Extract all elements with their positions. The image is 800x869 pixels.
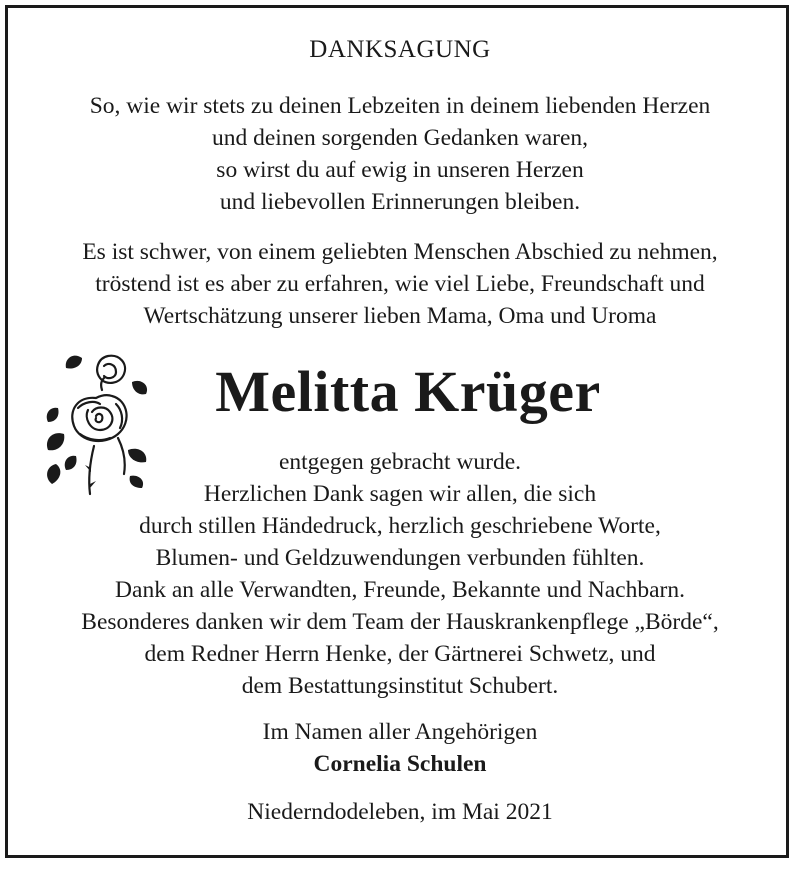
signer-name: Cornelia Schulen <box>313 751 487 777</box>
thanks-line: Herzlichen Dank sagen wir allen, die sich <box>203 481 597 507</box>
thanks-line: Besonderes danken wir dem Team der Hauskrankenpflege „Börde“, <box>81 609 719 635</box>
poem-line: und deinen sorgenden Gedanken waren, <box>211 125 589 151</box>
thanks-line: durch stillen Händedruck, herzlich geschriebene Worte, <box>139 513 661 539</box>
signoff-line: Im Namen aller Angehörigen <box>262 719 538 745</box>
thanks-line: Dank an alle Verwandten, Freunde, Bekannte und Nachbarn. <box>115 577 685 603</box>
thanks-line: entgegen gebracht wurde. <box>278 449 522 475</box>
poem-line: So, wie wir stets zu deinen Lebzeiten in deinem liebenden Herzen <box>89 93 711 119</box>
poem-line: und liebevollen Erinnerungen bleiben. <box>219 189 581 215</box>
thanks-line: dem Bestattungsinstitut Schubert. <box>241 673 559 699</box>
intro-line: Wertschätzung unserer lieben Mama, Oma und Uroma <box>143 303 657 329</box>
place-date: Niederndodeleben, im Mai 2021 <box>247 799 553 825</box>
poem-line: so wirst du auf ewig in unseren Herzen <box>216 157 584 183</box>
thanks-line: dem Redner Herrn Henke, der Gärtnerei Schwetz, und <box>144 641 656 667</box>
notice-heading: DANKSAGUNG <box>309 36 491 63</box>
deceased-name: Melitta Krüger <box>215 359 601 424</box>
thanks-line: Blumen- und Geldzuwendungen verbunden fühlten. <box>155 545 645 571</box>
intro-line: tröstend ist es aber zu erfahren, wie viel Liebe, Freundschaft und <box>95 271 705 297</box>
intro-line: Es ist schwer, von einem geliebten Menschen Abschied zu nehmen, <box>82 239 718 265</box>
